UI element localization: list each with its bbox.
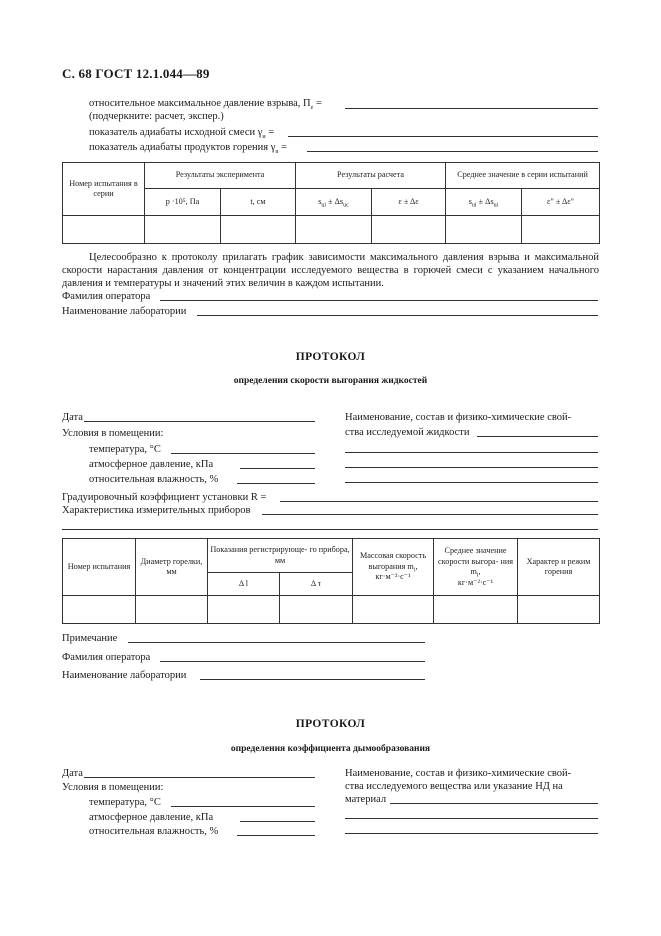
conditions-label-2: Условия в помещении: <box>62 428 164 439</box>
pressure-label-2: атмосферное давление, кПа <box>89 459 214 470</box>
table-cell[interactable] <box>446 216 522 244</box>
table-cell[interactable] <box>208 596 280 624</box>
humidity-label-3: относительная влажность, % <box>89 826 219 837</box>
instruments-field-a[interactable] <box>262 514 598 515</box>
note-paragraph: Целесообразно к протоколу прилагать график зависимости максимального давления взрыва и максимальной скорости нарастания давления от концентрации исследуемого вещества в горючей смеси с указанием начального давления и температуры и значений этих величин в каждом испытании. <box>62 252 599 290</box>
adiabat-products-field[interactable] <box>307 151 598 152</box>
protocol-2-subtitle: определения скорости выгорания жидкостей <box>233 376 428 386</box>
humidity-field-2[interactable] <box>237 483 315 484</box>
page-header: С. 68 ГОСТ 12.1.044—89 <box>62 66 210 81</box>
table-cell[interactable] <box>434 596 518 624</box>
underline-note: (подчеркните: расчет, экспер.) <box>89 111 224 122</box>
temperature-field-3[interactable] <box>171 806 315 807</box>
substance-label-3b: ства исследуемого вещества или указание НД на <box>345 781 563 792</box>
lab-field-1[interactable] <box>197 315 598 316</box>
header-mass-rate: Массовая скорость выгорания $m_i$, кг·м⁻²·с⁻¹ <box>353 539 434 596</box>
date-label-3: Дата <box>62 768 83 779</box>
substance-label-2a: Наименование, состав и физико-химические свой- <box>345 412 572 423</box>
note-label-2: Примечание <box>62 633 118 644</box>
substance-field-2b[interactable] <box>345 452 598 453</box>
results-table-2 <box>62 538 600 624</box>
table-cell[interactable] <box>280 596 353 624</box>
conditions-label-3: Условия в помещении: <box>62 782 164 793</box>
adiabat-initial-field[interactable] <box>288 136 598 137</box>
lab-field-2[interactable] <box>200 679 425 680</box>
header-p: p ·10⁵, Па <box>145 189 221 216</box>
results-table-1 <box>62 162 600 244</box>
substance-label-3a: Наименование, состав и физико-химические свой- <box>345 768 572 779</box>
operator-label-1: Фамилия оператора <box>62 291 151 302</box>
table-cell[interactable] <box>522 216 600 244</box>
header-eps-avg: ε" ± Δε" <box>522 189 600 216</box>
substance-field-3a[interactable] <box>390 803 598 804</box>
operator-field-2[interactable] <box>160 661 425 662</box>
header-readings: Показания регистрирующе- го прибора, мм <box>208 539 353 573</box>
header-avg-rate: Среднее значение скорости выгора- ния $m_i$, кг·м⁻²·с⁻¹ <box>434 539 518 596</box>
table-row <box>63 596 600 624</box>
table-cell[interactable] <box>145 216 221 244</box>
temperature-label-2: температура, °С <box>89 444 161 455</box>
protocol-3-subtitle: определения коэффициента дымообразования <box>230 744 431 754</box>
substance-field-2d[interactable] <box>345 482 598 483</box>
rel-pressure-field[interactable] <box>345 108 598 109</box>
table-cell[interactable] <box>353 596 434 624</box>
table-cell[interactable] <box>136 596 208 624</box>
humidity-field-3[interactable] <box>237 835 315 836</box>
protocol-2-title: ПРОТОКОЛ <box>295 351 366 363</box>
adiabat-products-label: показатель адиабаты продуктов горения $\gamma_n$ = <box>89 142 287 156</box>
header-nature: Характер и режим горения <box>518 539 600 596</box>
note-field-2[interactable] <box>128 642 425 643</box>
substance-label-3c: материал <box>345 794 387 805</box>
calib-field[interactable] <box>280 501 598 502</box>
header-su-calc: $s_{ui} \pm \Delta s_{uc}$ <box>296 189 372 216</box>
table-cell[interactable] <box>372 216 446 244</box>
lab-label-2: Наименование лаборатории <box>62 670 187 681</box>
pressure-field-3[interactable] <box>240 821 315 822</box>
substance-label-2b: ства исследуемой жидкости <box>345 427 470 438</box>
substance-field-2c[interactable] <box>345 467 598 468</box>
substance-field-3c[interactable] <box>345 833 598 834</box>
header-test-no-2: Номер испытания <box>63 539 136 596</box>
date-field-2[interactable] <box>84 421 315 422</box>
header-test-no: Номер испытания в серии <box>63 163 145 216</box>
table-row <box>63 216 600 244</box>
substance-field-2a[interactable] <box>477 436 598 437</box>
operator-label-2: Фамилия оператора <box>62 652 151 663</box>
header-dl: Δ l <box>208 573 280 596</box>
rel-pressure-label: относительное максимальное давление взрыва, $П_e$ = <box>89 98 322 112</box>
pressure-label-3: атмосферное давление, кПа <box>89 812 214 823</box>
table-cell[interactable] <box>296 216 372 244</box>
header-dt: Δ τ <box>280 573 353 596</box>
header-eps: ε ± Δε <box>372 189 446 216</box>
table-cell[interactable] <box>63 596 136 624</box>
date-field-3[interactable] <box>84 777 315 778</box>
protocol-3-title: ПРОТОКОЛ <box>295 718 366 730</box>
calib-label: Градуировочный коэффициент установки R = <box>62 492 267 503</box>
temperature-label-3: температура, °С <box>89 797 161 808</box>
lab-label-1: Наименование лаборатории <box>62 306 187 317</box>
instruments-field-b[interactable] <box>62 529 598 530</box>
table-cell[interactable] <box>63 216 145 244</box>
date-label-2: Дата <box>62 412 83 423</box>
temperature-field-2[interactable] <box>171 453 315 454</box>
table-cell[interactable] <box>221 216 296 244</box>
operator-field-1[interactable] <box>160 300 598 301</box>
pressure-field-2[interactable] <box>240 468 315 469</box>
adiabat-initial-label: показатель адиабаты исходной смеси $\gamma_и$ = <box>89 127 275 141</box>
header-calc-results: Результаты расчета <box>296 163 446 189</box>
header-su-avg: $s_{ui} \pm \Delta s_{ui}$ <box>446 189 522 216</box>
header-avg: Среднее значение в серии испытаний <box>446 163 600 189</box>
header-t: t, см <box>221 189 296 216</box>
substance-field-3b[interactable] <box>345 818 598 819</box>
header-diameter: Диаметр горелки, мм <box>136 539 208 596</box>
table-cell[interactable] <box>518 596 600 624</box>
header-exp-results: Результаты эксперимента <box>145 163 296 189</box>
instruments-label: Характеристика измерительных приборов <box>62 505 251 516</box>
humidity-label-2: относительная влажность, % <box>89 474 219 485</box>
